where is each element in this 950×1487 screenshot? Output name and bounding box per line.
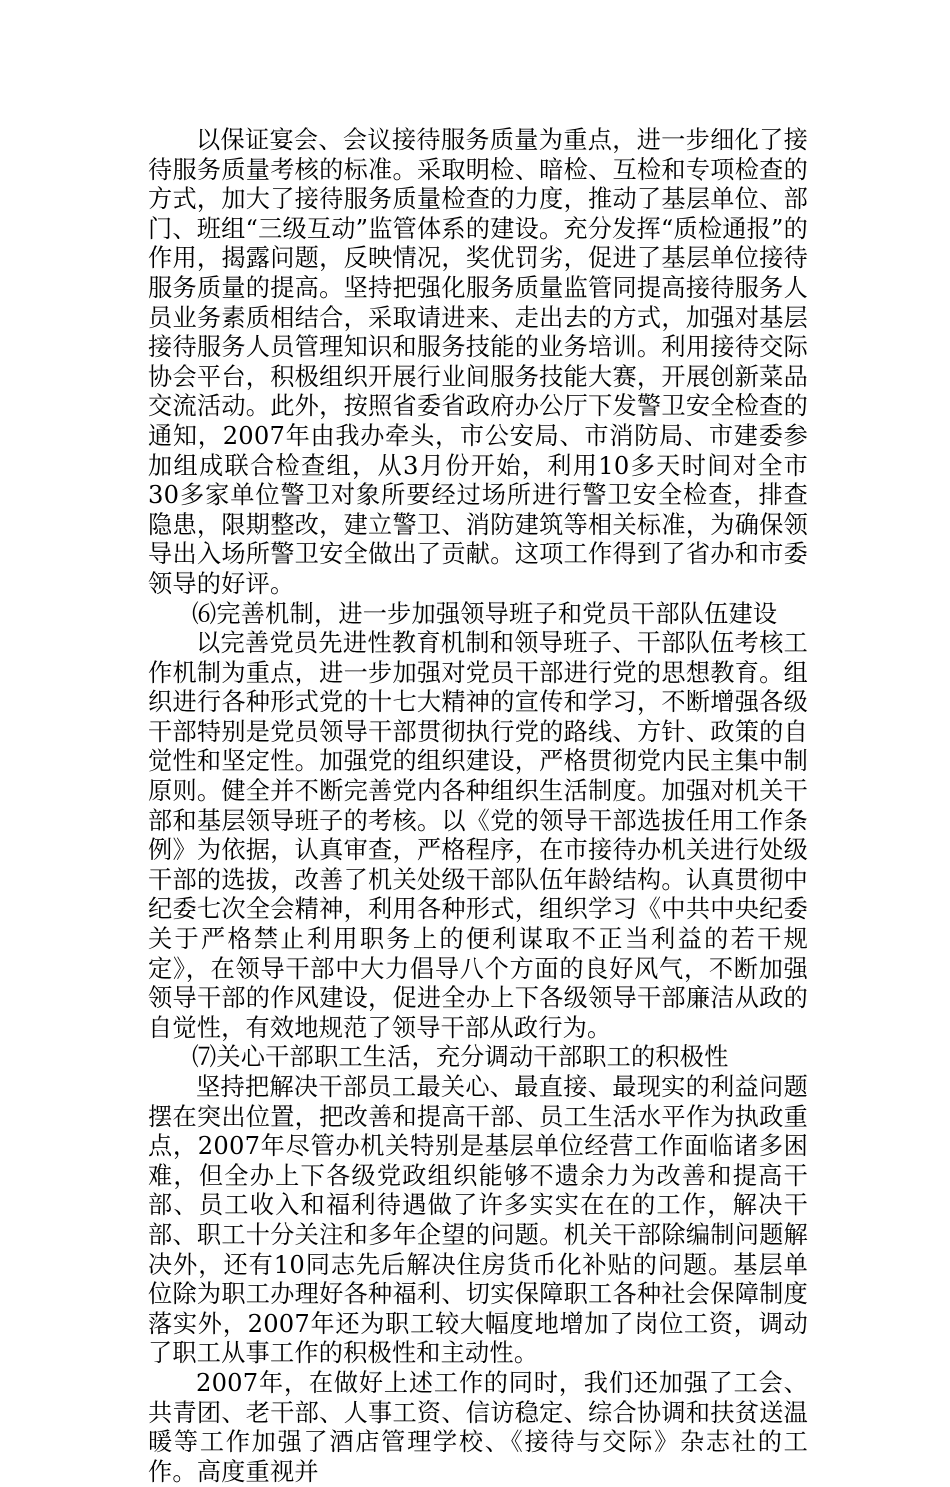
section-heading-7: ⑺关心干部职工生活，充分调动干部职工的积极性 <box>192 1043 729 1072</box>
paragraph-staff-welfare: 坚持把解决干部员工最关心、最直接、最现实的利益问题摆在突出位置，把改善和提高干部、员工生活水平作为执政重点，2007年尽管办机关特别是基层单位经营工作面临诸多困难，但全办上下各级党政组织能够不遗余力为改善和提高干部、员工收入和福利待遇做了许多实实在在的工作，解决干部、职工十分关注和多年企望的问题。机关干部除编制问题解决外，还有10同志先后解决住房货币化补贴的问题。基层单位除为职工办理好各种福利、切实保障职工各种社会保障制度落实外，2007年还为职工较大幅度地增加了岗位工资，调动了职工从事工作的积极性和主动性。 <box>148 1073 808 1368</box>
paragraph-other-work: 2007年，在做好上述工作的同时，我们还加强了工会、共青团、老干部、人事工资、信访稳定、综合协调和扶贫送温暖等工作加强了酒店管理学校、《接待与交际》杂志社的工作。高度重视并 <box>148 1368 808 1486</box>
section-heading-6: ⑹完善机制，进一步加强领导班子和党员干部队伍建设 <box>192 599 778 628</box>
document-page <box>148 126 808 1487</box>
paragraph-party-building: 以完善党员先进性教育机制和领导班子、干部队伍考核工作机制为重点，进一步加强对党员干部进行党的思想教育。组织进行各种形式党的十七大精神的宣传和学习，不断增强各级干部特别是党员领导干部贯彻执行党的路线、方针、政策的自觉性和坚定性。加强党的组织建设，严格贯彻党内民主集中制原则。健全并不断完善党内各种组织生活制度。加强对机关干部和基层领导班子的考核。以《党的领导干部选拔任用工作条例》为依据，认真审查，严格程序，在市接待办机关进行处级干部的选拔，改善了机关处级干部队伍年龄结构。认真贯彻中纪委七次全会精神，利用各种形式，组织学习《中共中央纪委关于严格禁止利用职务上的便利谋取不正当利益的若干规定》，在领导干部中大力倡导八个方面的良好风气，不断加强领导干部的作风建设，促进全办上下各级领导干部廉洁从政的自觉性，有效地规范了领导干部从政行为。 <box>148 629 808 1042</box>
paragraph-service-quality: 以保证宴会、会议接待服务质量为重点，进一步细化了接待服务质量考核的标准。采取明检、暗检、互检和专项检查的方式，加大了接待服务质量检查的力度，推动了基层单位、部门、班组“三级互动”监管体系的建设。充分发挥“质检通报”的作用，揭露问题，反映情况，奖优罚劣，促进了基层单位接待服务质量的提高。坚持把强化服务质量监管同提高接待服务人员业务素质相结合，采取请进来、走出去的方式，加强对基层接待服务人员管理知识和服务技能的业务培训。利用接待交际协会平台，积极组织开展行业间服务技能大赛，开展创新菜品交流活动。此外，按照省委省政府办公厅下发警卫安全检查的通知，2007年由我办牵头，市公安局、市消防局、市建委参加组成联合检查组，从3月份开始，利用10多天时间对全市30多家单位警卫对象所要经过场所进行警卫安全检查，排查隐患，限期整改，建立警卫、消防建筑等相关标准，为确保领导出入场所警卫安全做出了贡献。这项工作得到了省办和市委领导的好评。 <box>148 126 808 598</box>
